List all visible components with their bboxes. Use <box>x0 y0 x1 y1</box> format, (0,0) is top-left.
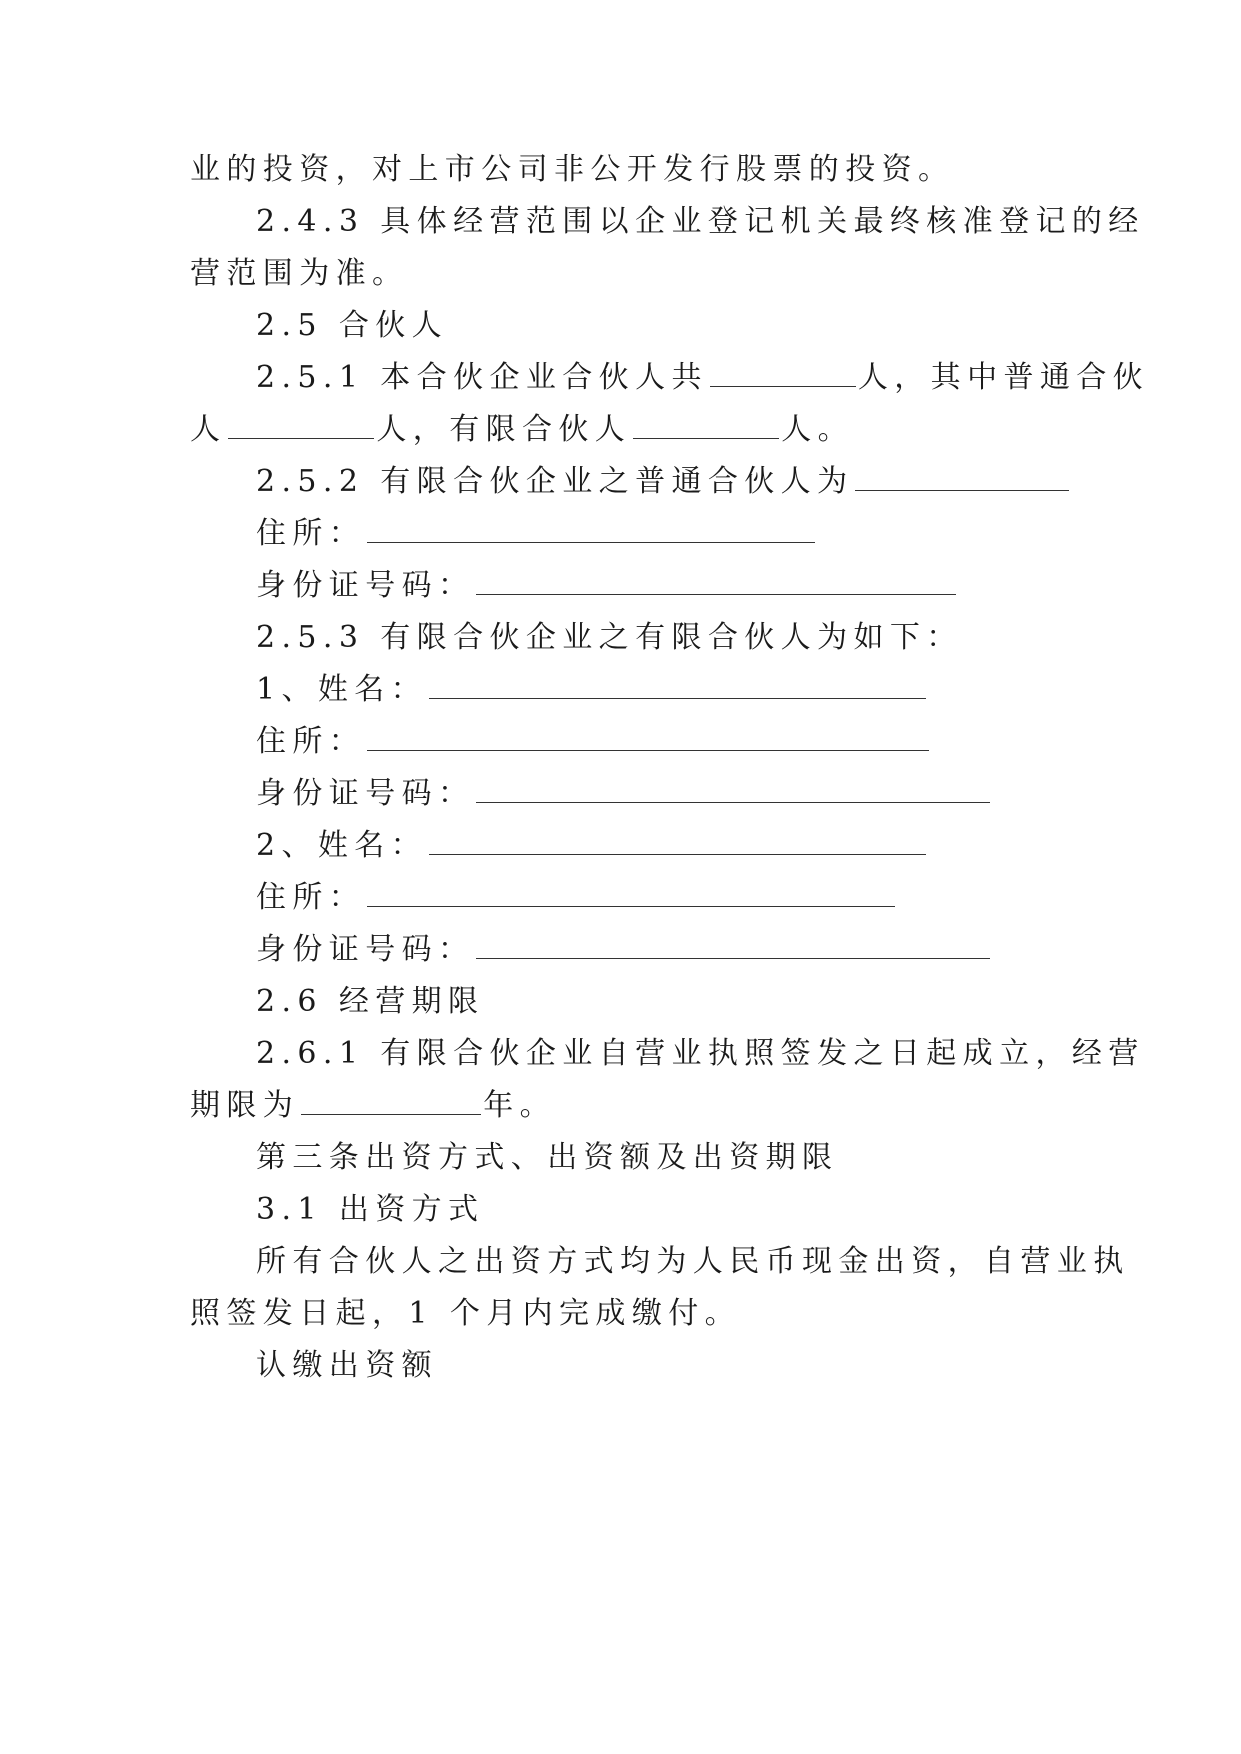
form-row-name-1 <box>256 670 928 710</box>
paragraph-line <box>190 410 854 450</box>
form-row-address-2 <box>256 878 897 918</box>
fill-blank[interactable] <box>855 468 1069 491</box>
field-label: 2、姓名： <box>256 828 428 863</box>
field-label: 1、姓名： <box>256 672 428 707</box>
heading-text: 3.1 出资方式 <box>256 1192 485 1227</box>
fill-blank[interactable] <box>710 364 856 387</box>
name-blank[interactable] <box>429 832 926 855</box>
paragraph-line <box>190 1294 741 1334</box>
form-row-address-1 <box>256 722 931 762</box>
field-label: 身份证号码： <box>256 932 475 967</box>
subsection-heading <box>256 1346 438 1386</box>
line-text: 照签发日起，1 个月内完成缴付。 <box>190 1296 742 1331</box>
heading-text: 第三条出资方式、出资额及出资期限 <box>256 1140 839 1175</box>
line-text: 2.5.2 有限合伙企业之普通合伙人为 <box>256 464 854 499</box>
clause-2-6-1 <box>256 1034 1145 1074</box>
field-label: 住所： <box>256 880 366 915</box>
heading-text: 认缴出资额 <box>256 1348 438 1383</box>
name-blank[interactable] <box>429 676 926 699</box>
line-text: 2.4.3 具体经营范围以企业登记机关最终核准登记的经 <box>256 204 1145 239</box>
paragraph-line <box>190 1086 556 1126</box>
line-text: 2.5.3 有限合伙企业之有限合伙人为如下： <box>256 620 963 655</box>
form-row-id-number <box>256 566 958 606</box>
line-text: 2.5.1 本合伙企业合伙人共 <box>256 360 708 395</box>
line-text: 人 <box>190 412 227 447</box>
line-text: 期限为 <box>190 1088 300 1123</box>
heading-text: 2.5 合伙人 <box>256 308 449 343</box>
form-row-id-number-2 <box>256 930 992 970</box>
address-blank[interactable] <box>367 728 929 751</box>
line-text: 人。 <box>781 412 855 447</box>
section-heading-2-6 <box>256 982 484 1022</box>
id-number-blank[interactable] <box>476 780 990 803</box>
fill-blank[interactable] <box>633 416 779 439</box>
line-text: 人，有限合伙人 <box>376 412 632 447</box>
clause-2-4-3 <box>256 202 1145 242</box>
paragraph-line <box>190 254 408 294</box>
form-row-address <box>256 514 817 554</box>
article-3-heading <box>256 1138 838 1178</box>
field-label: 住所： <box>256 516 366 551</box>
line-text: 业的投资，对上市公司非公开发行股票的投资。 <box>190 152 955 187</box>
clause-2-5-2 <box>256 462 1071 502</box>
form-row-id-number-1 <box>256 774 992 814</box>
field-label: 身份证号码： <box>256 776 475 811</box>
clause-2-5-1 <box>256 358 1149 398</box>
line-text: 2.6.1 有限合伙企业自营业执照签发之日起成立，经营 <box>256 1036 1145 1071</box>
paragraph-line <box>256 1242 1130 1282</box>
line-text: 年。 <box>483 1088 557 1123</box>
section-heading-2-5 <box>256 306 448 346</box>
field-label: 住所： <box>256 724 366 759</box>
heading-text: 2.6 经营期限 <box>256 984 485 1019</box>
line-text: 所有合伙人之出资方式均为人民币现金出资，自营业执 <box>256 1244 1130 1279</box>
line-text: 人，其中普通合伙 <box>857 360 1150 395</box>
address-blank[interactable] <box>367 884 895 907</box>
section-heading-3-1 <box>256 1190 484 1230</box>
field-label: 身份证号码： <box>256 568 475 603</box>
term-years-blank[interactable] <box>301 1092 481 1115</box>
address-blank[interactable] <box>367 520 815 543</box>
line-text: 营范围为准。 <box>190 256 409 291</box>
paragraph-line <box>190 150 954 190</box>
form-row-name-2 <box>256 826 928 866</box>
id-number-blank[interactable] <box>476 936 990 959</box>
fill-blank[interactable] <box>228 416 374 439</box>
clause-2-5-3 <box>256 618 963 658</box>
id-number-blank[interactable] <box>476 572 956 595</box>
